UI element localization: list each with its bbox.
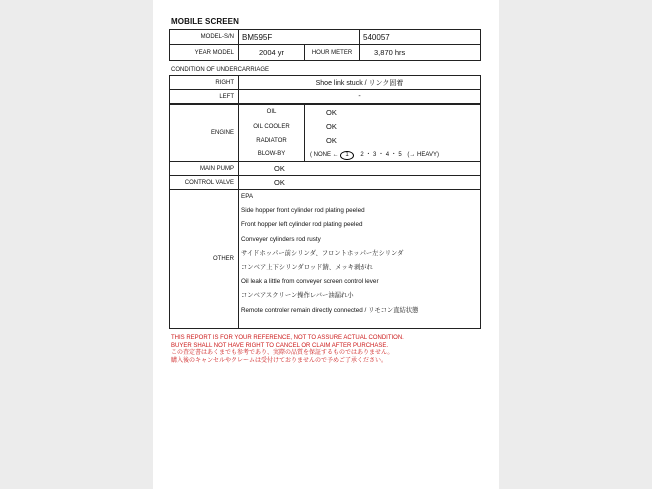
- left-label: LEFT: [170, 90, 239, 104]
- hour-value: 3,870 hrs: [360, 45, 481, 61]
- control-valve-value: OK: [239, 176, 481, 190]
- oil-cooler-value: OK: [305, 120, 481, 134]
- blowby-label: BLOW-BY: [239, 148, 305, 162]
- other-line: コンベアスクリーン操作レバー油漏れ小: [241, 292, 354, 300]
- disclaimer-line: THIS REPORT IS FOR YOUR REFERENCE, NOT TO ASSURE ACTUAL CONDITION.: [171, 335, 404, 341]
- undercarriage-title: CONDITION OF UNDERCARRIAGE: [171, 67, 270, 73]
- right-label: RIGHT: [170, 76, 239, 90]
- model-table: [169, 29, 481, 61]
- disclaimer: [171, 335, 404, 365]
- other-line: EPA: [241, 193, 254, 200]
- main-pump-value: OK: [239, 162, 481, 176]
- left-value: -: [239, 90, 481, 104]
- blowby-scale: [305, 148, 481, 162]
- hour-label: HOUR METER: [305, 45, 360, 61]
- main-pump-label: MAIN PUMP: [170, 162, 239, 176]
- disclaimer-line: この査定書はあくまでも参考であり、実際の品質を保証するものではありません。: [171, 350, 394, 357]
- model-label: MODEL-S/N: [170, 30, 239, 45]
- radiator-value: OK: [305, 134, 481, 148]
- oil-label: OIL: [239, 105, 305, 120]
- disclaimer-line: 購入後のキャンセルやクレームは受付けておりませんので予めご了承ください。: [171, 357, 388, 364]
- inspection-table: [169, 104, 481, 329]
- report-title: MOBILE SCREEN: [171, 17, 239, 26]
- other-line: Oil leak a little from conveyer screen control lever: [241, 278, 379, 286]
- oil-value: OK: [305, 105, 481, 120]
- disclaimer-line: BUYER SHALL NOT HAVE RIGHT TO CANCEL OR CLAIM AFTER PURCHASE.: [171, 342, 389, 349]
- blowby-none: ( NONE ←: [310, 151, 339, 158]
- oil-cooler-label: OIL COOLER: [239, 120, 305, 134]
- right-value: Shoe link stuck / リンク固着: [239, 76, 481, 90]
- undercarriage-table: [169, 75, 481, 104]
- other-line: Conveyer cylinders rod rusty: [241, 235, 321, 243]
- other-label: OTHER: [170, 190, 239, 329]
- serial-value: 540057: [360, 30, 481, 45]
- other-line: Remote controler remain directly connected / リモコン直結状態: [241, 306, 419, 314]
- blowby-grades: 2 ・ 3 ・ 4 ・ 5: [360, 151, 402, 158]
- year-value: 2004 yr: [239, 45, 305, 61]
- other-line: コンベア上下シリンダロッド錆、メッキ剥がれ: [241, 264, 373, 272]
- engine-label: ENGINE: [170, 105, 239, 162]
- model-value: BM595F: [239, 30, 360, 45]
- radiator-label: RADIATOR: [239, 134, 305, 148]
- other-line: Side hopper front cylinder rod plating peeled: [241, 207, 365, 215]
- control-valve-label: CONTROL VALVE: [170, 176, 239, 190]
- other-notes: [239, 190, 481, 329]
- other-line: Front hopper left cylinder rod plating peeled: [241, 221, 363, 229]
- year-label: YEAR MODEL: [170, 45, 239, 61]
- blowby-selected: 1: [340, 151, 353, 160]
- other-line: サイドホッパー前シリンダ、フロントホッパー左シリンダ: [241, 249, 404, 257]
- blowby-heavy: (→ HEAVY): [407, 151, 439, 158]
